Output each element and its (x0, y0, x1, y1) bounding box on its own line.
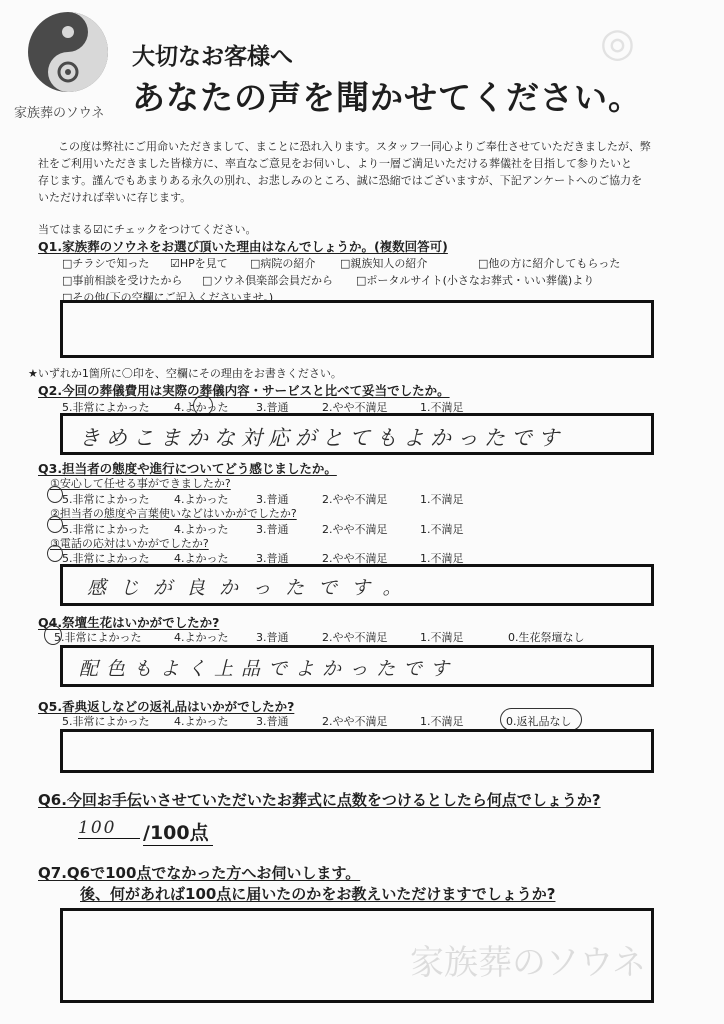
q5-option[interactable]: 3.普通 (256, 715, 289, 728)
q2-option[interactable]: 3.普通 (256, 401, 289, 414)
q3-sub-1: ①安心して任せる事ができましたか? (50, 477, 231, 490)
q3-option[interactable]: 3.普通 (256, 493, 289, 506)
q5-option[interactable]: 2.やや不満足 (322, 715, 388, 728)
q7-answer-box[interactable] (60, 908, 654, 1003)
q5-option[interactable]: 4.よかった (174, 715, 229, 728)
q7-title: Q7.Q6で100点でなかった方へお伺いします。 (38, 864, 361, 882)
q4-option[interactable]: 2.やや不満足 (322, 631, 388, 644)
q1-option[interactable]: ☑HPを見て (170, 257, 228, 270)
selection-circle-mark (47, 516, 63, 533)
q2-answer-text: きめこまかな対応がとてもよかったです (79, 426, 565, 450)
q1-title: Q1.家族葬のソウネをお選び頂いた理由はなんでしょうか。(複数回答可) (38, 239, 448, 254)
page-title: あなたの声を聞かせてください。 (132, 78, 642, 117)
selection-circle-mark (500, 708, 582, 731)
instruction-circle: ★いずれか1箇所に〇印を、空欄にその理由をお書きください。 (28, 367, 342, 380)
q2-option[interactable]: 1.不満足 (420, 401, 464, 414)
q2-answer-box[interactable] (60, 413, 654, 455)
q1-option[interactable]: □病院の紹介 (250, 257, 316, 270)
q3-sub-2: ②担当者の態度や言葉使いなどはいかがでしたか? (50, 507, 297, 520)
q2-option[interactable]: 2.やや不満足 (322, 401, 388, 414)
q3-option[interactable]: 4.よかった (174, 552, 229, 565)
q5-title: Q5.香典返しなどの返礼品はいかがでしたか? (38, 699, 295, 714)
selection-circle-mark (47, 486, 63, 503)
q1-option[interactable]: □親族知人の紹介 (340, 257, 428, 270)
q4-option[interactable]: 0.生花祭壇なし (508, 631, 585, 644)
q1-answer-box[interactable] (60, 300, 654, 358)
q5-option[interactable]: 1.不満足 (420, 715, 464, 728)
show-through-logo: ◎ (600, 20, 635, 66)
q3-option[interactable]: 1.不満足 (420, 523, 464, 536)
intro-line-1: この度は弊社にご用命いただきまして、まことに恐れ入ります。スタッフ一同心よりご奉仕させていただきましたが、弊 (58, 140, 651, 153)
title-small: 大切なお客様へ (132, 43, 293, 70)
q2-option[interactable]: 5.非常によかった (62, 401, 150, 414)
q1-option[interactable]: □事前相談を受けたから (62, 274, 183, 287)
q6-score-input[interactable]: 100 (78, 818, 140, 839)
q3-option[interactable]: 5.非常によかった (62, 552, 150, 565)
q4-answer-text: 配色もよく上品でよかったです (79, 658, 458, 680)
q5-option[interactable]: 0.返礼品なし (506, 715, 572, 728)
q3-answer-box[interactable] (60, 564, 654, 606)
q4-title: Q4.祭壇生花はいかがでしたか? (38, 615, 220, 630)
intro-line-4: いただければ幸いに存じます。 (38, 191, 192, 204)
intro-line-3: 存じます。謹んでもあまりある永久の別れ、お悲しみのところ、誠に恐縮ではございますが、下記アンケートへのご協力を (38, 174, 643, 187)
q3-answer-text: 感じが良かったです。 (87, 577, 416, 599)
show-through-brand: 家族葬のソウネ (410, 943, 647, 983)
intro-line-2: 社をご利用いただきました皆様方に、率直なご意見をお伺いし、より一層ご満足いただける葬儀社を目指して参りたいと (38, 157, 632, 170)
instruction-check: 当てはまる☑にチェックをつけてください。 (38, 223, 257, 236)
q7-subtitle: 後、何があれば100点に届いたのかをお教えいただけますでしょうか? (80, 885, 556, 903)
logo (22, 6, 114, 98)
q3-title: Q3.担当者の態度や進行についてどう感じましたか。 (38, 461, 337, 476)
q3-option[interactable]: 2.やや不満足 (322, 493, 388, 506)
q4-option[interactable]: 5.非常によかった (54, 631, 142, 644)
q3-option[interactable]: 5.非常によかった (62, 493, 150, 506)
q6-title: Q6.今回お手伝いさせていただいたお葬式に点数をつけるとしたら何点でしょうか? (38, 791, 601, 809)
q2-option[interactable]: 4.よかった (174, 401, 229, 414)
q3-option[interactable]: 4.よかった (174, 493, 229, 506)
q2-title: Q2.今回の葬儀費用は実際の葬儀内容・サービスと比べて妥当でしたか。 (38, 383, 450, 398)
q5-answer-box[interactable] (60, 729, 654, 773)
q1-option[interactable]: □ポータルサイト(小さなお葬式・いい葬儀)より (356, 274, 595, 287)
q3-option[interactable]: 1.不満足 (420, 552, 464, 565)
q6-score-suffix: /100点 (143, 818, 213, 846)
brand-name: 家族葬のソウネ (14, 106, 105, 121)
q3-sub-3: ③電話の応対はいかがでしたか? (50, 537, 209, 550)
q5-option[interactable]: 5.非常によかった (62, 715, 150, 728)
q1-option[interactable]: □その他(下の空欄にご記入くださいませ。) (62, 291, 274, 304)
selection-circle-mark (44, 625, 62, 645)
q1-option[interactable]: □他の方に紹介してもらった (478, 257, 621, 270)
q1-option[interactable]: □チラシで知った (62, 257, 150, 270)
selection-circle-mark (47, 545, 63, 562)
q3-option[interactable]: 2.やや不満足 (322, 552, 388, 565)
q3-option[interactable]: 5.非常によかった (62, 523, 150, 536)
q1-option[interactable]: □ソウネ倶楽部会員だから (202, 274, 334, 287)
q4-option[interactable]: 1.不満足 (420, 631, 464, 644)
q3-option[interactable]: 3.普通 (256, 523, 289, 536)
q4-option[interactable]: 4.よかった (174, 631, 229, 644)
q3-option[interactable]: 2.やや不満足 (322, 523, 388, 536)
q3-option[interactable]: 3.普通 (256, 552, 289, 565)
q4-option[interactable]: 3.普通 (256, 631, 289, 644)
q4-answer-box[interactable] (60, 645, 654, 687)
yin-yang-icon (22, 6, 114, 98)
q3-option[interactable]: 1.不満足 (420, 493, 464, 506)
q3-option[interactable]: 4.よかった (174, 523, 229, 536)
